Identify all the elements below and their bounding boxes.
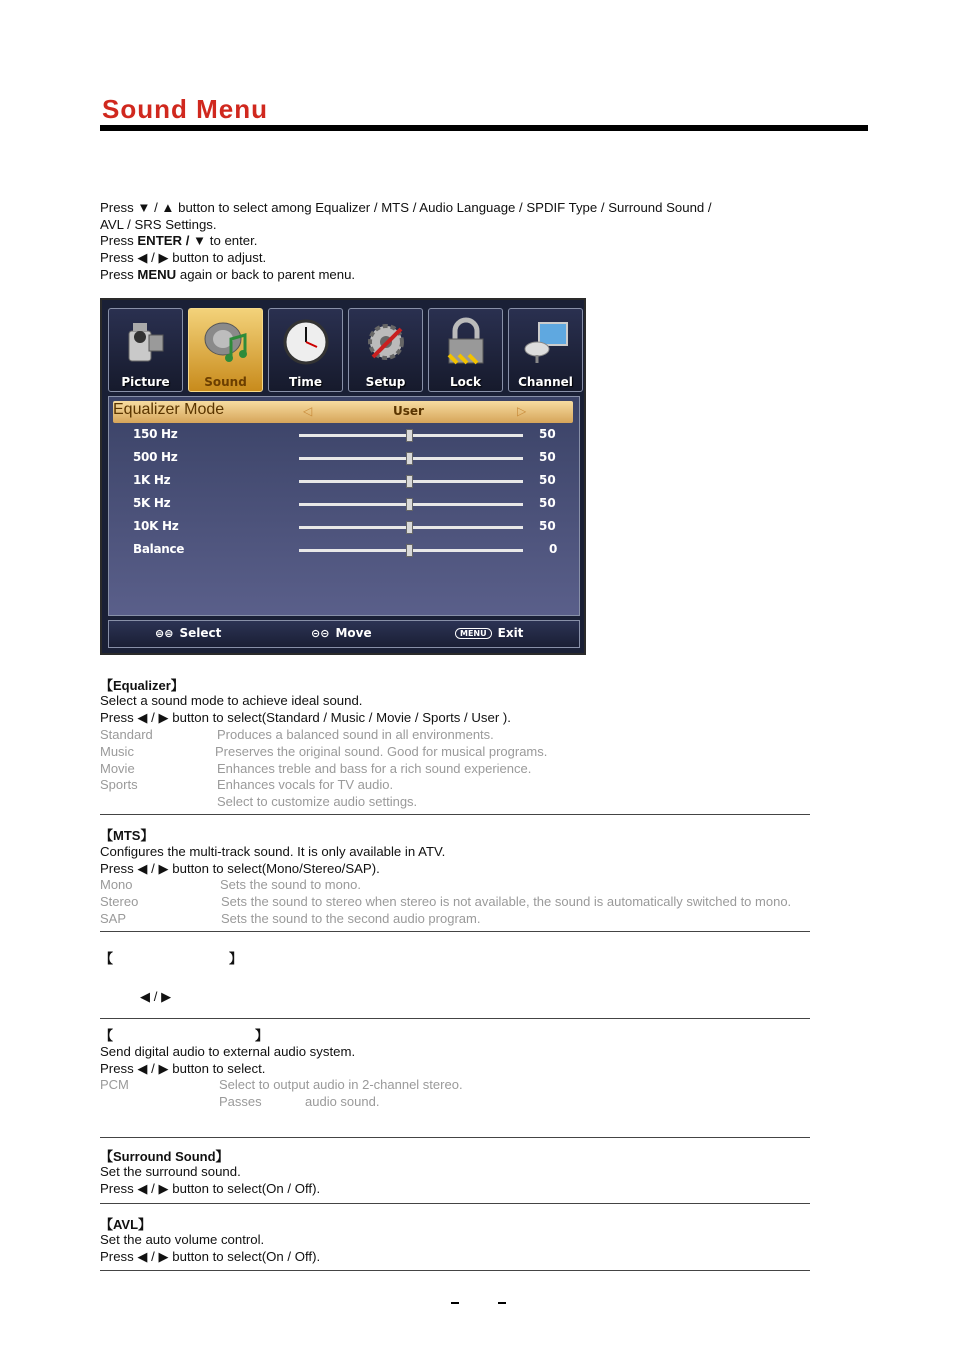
spdif-heading-open: 【 — [100, 1028, 114, 1043]
equalizer-mode-row[interactable] — [113, 401, 573, 423]
section-divider — [100, 1270, 810, 1271]
section-divider — [100, 1203, 810, 1204]
band-row-150hz[interactable] — [109, 424, 579, 446]
exit-hint: Exit — [497, 626, 524, 640]
slider-knob[interactable] — [406, 521, 413, 534]
equalizer-press: Press ◀ / ▶ button to select(Standard / Music / Movie / Sports / User ). — [100, 710, 511, 725]
arrow-right-icon[interactable]: ▷ — [517, 404, 527, 418]
eq-item-movie — [100, 760, 532, 777]
section-divider — [100, 1137, 810, 1138]
menu-key: MENU — [137, 267, 177, 282]
avl-heading: 【AVL】 — [100, 1217, 152, 1232]
intro-line-3 — [100, 232, 257, 249]
title-rule — [100, 125, 868, 131]
band-row-10khz[interactable] — [109, 516, 579, 538]
band-value: 50 — [539, 473, 556, 487]
balance-value: 0 — [549, 542, 558, 556]
menu-button-icon: MENU — [455, 628, 492, 639]
slider-knob[interactable] — [406, 475, 413, 488]
footer-move — [311, 626, 372, 640]
footer-select — [155, 626, 221, 640]
intro-line-2: AVL / SRS Settings. — [100, 217, 217, 232]
intro-press: Press — [100, 233, 138, 248]
page-number-dash-right — [498, 1302, 506, 1304]
mts-desc: Configures the multi-track sound. It is only available in ATV. — [100, 844, 446, 859]
eq-item-sports — [100, 776, 394, 793]
mts-item-sap — [100, 910, 481, 927]
balance-slider[interactable] — [299, 549, 523, 552]
balance-row[interactable] — [109, 539, 579, 561]
band-value: 50 — [539, 450, 556, 464]
section-divider — [100, 814, 810, 815]
slider-knob[interactable] — [406, 498, 413, 511]
tab-lock[interactable] — [428, 308, 503, 392]
tv-menu-screenshot — [100, 298, 586, 655]
select-hint: Select — [179, 626, 222, 640]
padlock-icon — [441, 317, 491, 367]
item-name: Music — [100, 744, 134, 759]
tab-label: Sound — [204, 375, 247, 389]
tab-label: Setup — [365, 375, 406, 389]
tab-label: Picture — [121, 375, 170, 389]
avl-desc: Set the auto volume control. — [100, 1232, 265, 1247]
mts-item-mono — [100, 876, 361, 893]
enter-key: ENTER / ▼ — [137, 233, 207, 248]
item-name: Movie — [100, 761, 135, 776]
mts-item-stereo — [100, 893, 792, 910]
satellite-monitor-icon — [521, 317, 571, 367]
move-hint: Move — [335, 626, 372, 640]
footer-exit — [455, 626, 523, 640]
item-text: Sets the sound to stereo when stereo is not available, the sound is automatically switched to mono. — [221, 894, 792, 909]
avl-press: Press ◀ / ▶ button to select(On / Off). — [100, 1249, 321, 1264]
item-text: audio sound. — [305, 1094, 380, 1109]
spdif-press: Press ◀ / ▶ button to select. — [100, 1061, 266, 1076]
page-title: Sound Menu — [102, 94, 268, 124]
band-slider[interactable] — [299, 457, 523, 460]
intro-line-5 — [100, 266, 355, 283]
band-label: Balance — [133, 542, 185, 556]
band-row-1khz[interactable] — [109, 470, 579, 492]
slider-knob[interactable] — [406, 452, 413, 465]
band-row-500hz[interactable] — [109, 447, 579, 469]
item-text: Select to output audio in 2-channel stereo. — [219, 1077, 463, 1092]
intro-menu-rest: again or back to parent menu. — [176, 267, 356, 282]
menu-footer — [108, 620, 580, 648]
item-text: Enhances vocals for TV audio. — [217, 777, 394, 792]
section-divider — [100, 1018, 810, 1019]
intro-enter-rest: to enter. — [206, 233, 258, 248]
equalizer-heading: 【Equalizer】 — [100, 678, 184, 693]
surround-desc: Set the surround sound. — [100, 1164, 241, 1179]
spdif-heading-close: 】 — [255, 1028, 269, 1043]
item-text: Select to customize audio settings. — [217, 794, 418, 809]
band-slider[interactable] — [299, 480, 523, 483]
tab-setup[interactable] — [348, 308, 423, 392]
sound-settings-panel — [108, 396, 580, 616]
audio-language-heading-close: 】 — [229, 951, 243, 966]
left-right-icon: ⊝⊝ — [311, 627, 330, 640]
tab-label: Channel — [518, 375, 573, 389]
section-divider — [100, 931, 810, 932]
equalizer-mode-label: Equalizer Mode — [113, 401, 225, 418]
equalizer-mode-value: User — [393, 404, 424, 418]
mts-press: Press ◀ / ▶ button to select(Mono/Stereo/SAP). — [100, 861, 380, 876]
band-slider[interactable] — [299, 503, 523, 506]
item-name: Standard — [100, 727, 153, 742]
band-label: 10K Hz — [133, 519, 179, 533]
band-slider[interactable] — [299, 526, 523, 529]
intro-line-1: Press ▼ / ▲ button to select among Equalizer / MTS / Audio Language / SPDIF Type / Surround Sound / — [100, 200, 712, 215]
item-text: Enhances treble and bass for a rich sound experience. — [217, 761, 532, 776]
intro-press-2: Press — [100, 267, 138, 282]
tab-picture[interactable] — [108, 308, 183, 392]
eq-item-standard — [100, 726, 494, 743]
item-name: Mono — [100, 877, 133, 892]
arrow-left-icon[interactable]: ◁ — [303, 404, 313, 418]
slider-knob[interactable] — [406, 429, 413, 442]
item-text: Sets the sound to the second audio program. — [221, 911, 481, 926]
speaker-music-icon — [201, 317, 251, 367]
band-label: 5K Hz — [133, 496, 171, 510]
surround-heading: 【Surround Sound】 — [100, 1149, 229, 1164]
item-name: Sports — [100, 777, 138, 792]
mts-heading: 【MTS】 — [100, 828, 154, 843]
item-text: Sets the sound to mono. — [220, 877, 361, 892]
band-value: 50 — [539, 519, 556, 533]
tab-time[interactable] — [268, 308, 343, 392]
band-slider[interactable] — [299, 434, 523, 437]
band-value: 50 — [539, 496, 556, 510]
band-label: 1K Hz — [133, 473, 171, 487]
intro-line-4: Press ◀ / ▶ button to adjust. — [100, 250, 267, 265]
item-name: PCM — [100, 1077, 129, 1092]
item-name: Stereo — [100, 894, 139, 909]
gear-tools-icon — [361, 317, 411, 367]
band-value: 50 — [539, 427, 556, 441]
clock-icon — [281, 317, 331, 367]
tab-channel[interactable] — [508, 308, 583, 392]
slider-knob[interactable] — [406, 544, 413, 557]
band-row-5khz[interactable] — [109, 493, 579, 515]
surround-press: Press ◀ / ▶ button to select(On / Off). — [100, 1181, 321, 1196]
equalizer-desc: Select a sound mode to achieve ideal sound. — [100, 693, 363, 708]
page-number-dash-left — [451, 1302, 459, 1304]
item-text: Produces a balanced sound in all environments. — [217, 727, 494, 742]
tab-sound[interactable] — [188, 308, 263, 392]
band-label: 500 Hz — [133, 450, 178, 464]
item-text: Preserves the original sound. Good for musical programs. — [215, 744, 548, 759]
audio-language-heading-open: 【 — [100, 951, 114, 966]
item-name: SAP — [100, 911, 127, 926]
tab-label: Time — [289, 375, 322, 389]
audio-language-arrows: ◀ / ▶ — [140, 989, 172, 1004]
band-label: 150 Hz — [133, 427, 178, 441]
eq-item-music — [100, 743, 548, 760]
menu-tabs — [108, 308, 580, 392]
spdif-item-pcm — [100, 1076, 463, 1093]
tab-label: Lock — [450, 375, 481, 389]
spdif-desc: Send digital audio to external audio system. — [100, 1044, 356, 1059]
item-text: Passes — [219, 1094, 262, 1109]
up-down-icon: ⊜⊜ — [155, 627, 174, 640]
camcorder-icon — [121, 317, 171, 367]
